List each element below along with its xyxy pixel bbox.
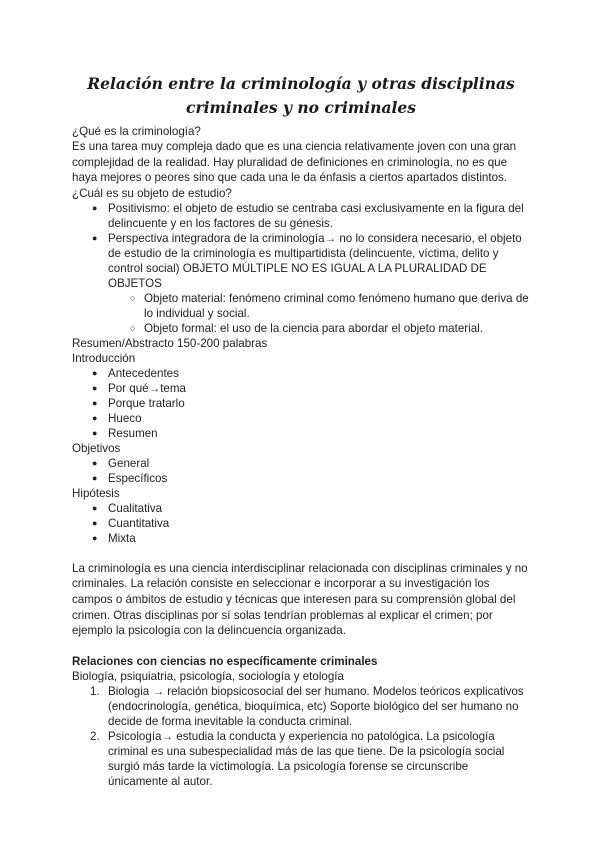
item-number: 2.	[90, 729, 100, 743]
bullet-icon: ●	[92, 382, 98, 393]
bullet-icon: ●	[92, 457, 98, 468]
bullet-icon: ●	[92, 502, 98, 513]
list-item: ● Cualitativa	[92, 501, 163, 515]
spacer	[72, 546, 530, 561]
list-item: ● Por qué→tema	[92, 381, 186, 395]
bullet-icon: ●	[92, 202, 98, 213]
bullet-icon: ●	[92, 367, 98, 378]
paragraph-interdisciplinary: La criminología es una ciencia interdisciplinar relacionada con disciplinas criminales y no criminales. La relación consiste en seleccionar e incorporar a su investigación los campos o ámbitos de estudio y técnicas que interesen para su comprensión global del crimen. Otras disciplinas por sí solas tendrían problemas al explicar el crimen; por ejemplo la psicología con la delincuencia organizada.	[72, 561, 528, 638]
bullet-icon: ●	[92, 412, 98, 423]
intro-label: Introducción	[72, 351, 136, 365]
list-item: ● Cuantitativa	[92, 516, 170, 530]
item-number: 1.	[90, 684, 100, 698]
question-object: ¿Cuál es su objeto de estudio?	[72, 186, 232, 200]
list-item: ● Antecedentes	[92, 366, 179, 380]
list-item: ● Porque tratarlo	[92, 396, 185, 410]
list-item: ● Mixta	[92, 531, 136, 545]
bullet-icon: ●	[92, 517, 98, 528]
hipotesis-label: Hipótesis	[72, 486, 120, 500]
intro-list	[72, 366, 530, 441]
list-item: ● Específicos	[92, 471, 168, 485]
list-item: ● Positivismo: el objeto de estudio se centraba casi exclusivamente en la figura del delincuente y en los factores de su génesis.	[92, 201, 524, 230]
resumen-line: Resumen/Abstracto 150-200 palabras	[72, 336, 268, 350]
section-heading: Relaciones con ciencias no específicamente criminales	[72, 654, 378, 668]
numbered-list	[72, 684, 530, 789]
list-item: ● Hueco	[92, 411, 142, 425]
bullet-icon: ●	[92, 232, 98, 243]
paragraph-definition: Es una tarea muy compleja dado que es una ciencia relativamente joven con una gran complejidad de la realidad. Hay pluralidad de definiciones en criminología, no es que haya mejores o peores sino que cada una le da énfasis a ciertos apartados distintos.	[72, 140, 517, 185]
circle-bullet-icon: ○	[130, 322, 136, 333]
spacer	[72, 639, 530, 654]
document-title: Relación entre la criminología y otras disciplinas criminales y no criminales	[87, 74, 515, 117]
circle-bullet-icon: ○	[130, 292, 136, 303]
bullet-icon: ●	[92, 397, 98, 408]
sub-list	[108, 291, 530, 336]
bullet-icon: ●	[92, 532, 98, 543]
hipotesis-list	[72, 501, 530, 546]
numbered-item: 2. Psicología→ estudia la conducta y experiencia no patológica. La psicología criminal es una subespecialidad más de las que tiene. De la psicología social surgió más tarde la victimología. La psicología forense se circunscribe únicamente al autor.	[90, 729, 505, 788]
objetivos-list	[72, 456, 530, 486]
bullet-icon: ●	[92, 427, 98, 438]
list-item: ● Resumen	[92, 426, 158, 440]
section-subheading: Biología, psiquiatria, psicología, sociología y etología	[72, 669, 344, 683]
sub-list-item: ○ Objeto material: fenómeno criminal como fenómeno humano que deriva de lo individual y social.	[130, 291, 529, 320]
objetivos-label: Objetivos	[72, 441, 121, 455]
question-what-is: ¿Qué es la criminología?	[72, 125, 201, 138]
numbered-item: 1. Biologia → relación biopsicosocial del ser humano. Modelos teóricos explicativos (endocrinología, genética, bioquímica, etc) Soporte biológico del ser humano no decide de forma inevitable la conducta criminal.	[90, 684, 524, 728]
object-list	[72, 201, 530, 336]
list-item: ● General	[92, 456, 150, 470]
list-item: ● Perspectiva integradora de la criminología→ no lo considera necesario, el objeto de estudio de la criminología es multipartidista (delincuente, víctima, delito y control social) OBJETO MÚLTIPLE NO ES IGUAL A LA PLURALIDAD DE OBJETOS ○ Objeto material: fenómeno criminal como fenómeno humano que deriva de lo individual y social. ○ Objeto formal: el uso de la ciencia para abordar el objeto material.	[72, 231, 530, 336]
sub-list-item: ○ Objeto formal: el uso de la ciencia para abordar el objeto material.	[130, 321, 483, 335]
bullet-icon: ●	[92, 472, 98, 483]
